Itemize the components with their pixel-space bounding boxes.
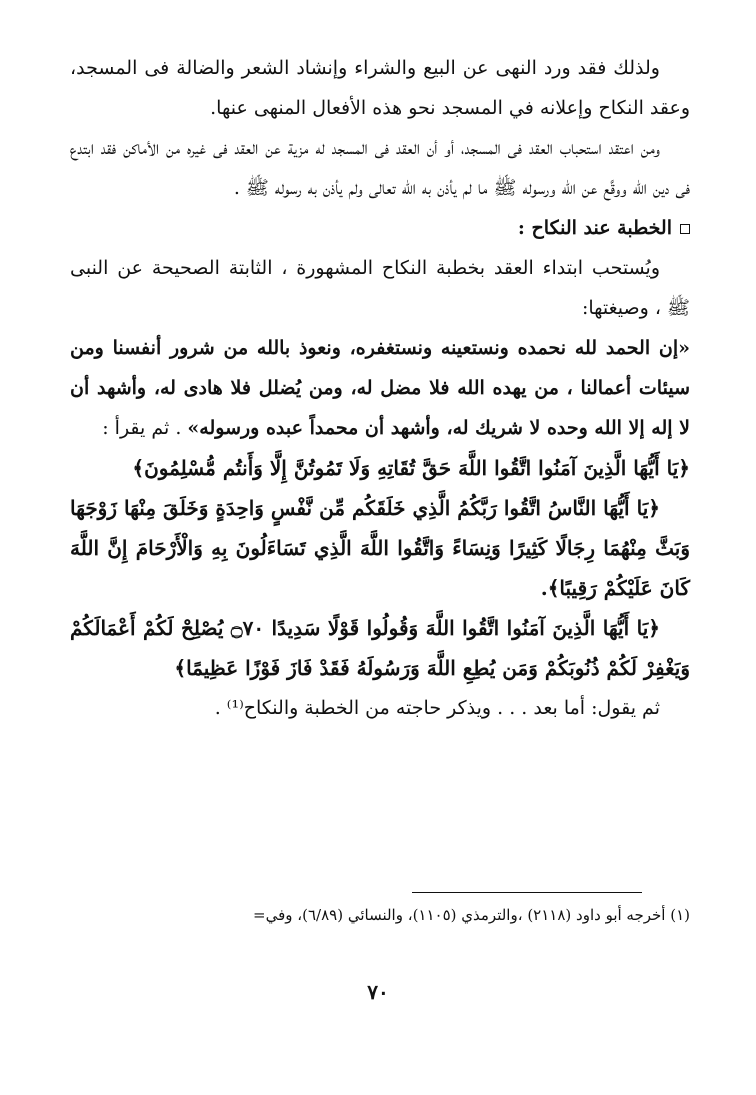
paragraph-1: ولذلك فقد ورد النهى عن البيع والشراء وإنشاد الشعر والضالة فى المسجد، وعقد النكاح وإعلانه في المسجد نحو هذه الأفعال المنهى عنها. [70, 57, 690, 119]
section-heading-text: الخطبة عند النكاح : [517, 217, 672, 239]
then-reads-text: . ثم يقرأ : [102, 417, 182, 439]
intro-paragraph: ويُستحب ابتداء العقد بخطبة النكاح المشهورة ، الثابتة الصحيحة عن النبى ﷺ ، وصيغتها: [70, 257, 690, 319]
paragraph-2: ومن اعتقد استحباب العقد فى المسجد، أو أن العقد فى المسجد له مزية عن العقد فى غيره من الأماكن فقد ابتدع فى دين الله ووقَّع عن الله ورسوله ﷺ ما لم يأذن به الله تعالى ولم يأذن به رسوله ﷺ . [70, 137, 690, 199]
closing-paragraph: ثم يقول: أما بعد . . . ويذكر حاجته من الخطبة والنكاح⁽¹⁾ . [214, 697, 660, 719]
page-number: ٧٠ [367, 980, 389, 1004]
footnote-divider [412, 892, 642, 893]
footnote: (١) أخرجه أبو داود (٢١١٨) ،والترمذي (١١٠٥)، والنسائي (٦/٨٩)، وفي= [253, 906, 690, 924]
body-text [70, 48, 690, 728]
verse-2: ﴿يَا أَيُّهَا النَّاسُ اتَّقُوا رَبَّكُمُ الَّذِي خَلَقَكُم مِّن نَّفْسٍ وَاحِدَةٍ وَخَلَقَ مِنْهَا زَوْجَهَا وَبَثَّ مِنْهُمَا رِجَالًا كَثِيرًا وَنِسَاءً وَاتَّقُوا اللَّهَ الَّذِي تَسَاءَلُونَ بِهِ وَالْأَرْحَامَ إِنَّ اللَّهَ كَانَ عَلَيْكُمْ رَقِيبًا﴾. [70, 496, 690, 600]
verse-3: ﴿يَا أَيُّهَا الَّذِينَ آمَنُوا اتَّقُوا اللَّهَ وَقُولُوا قَوْلًا سَدِيدًا ۝٧٠ يُصْلِحْ لَكُمْ أَعْمَالَكُمْ وَيَغْفِرْ لَكُمْ ذُنُوبَكُمْ وَمَن يُطِعِ اللَّهَ وَرَسُولَهُ فَقَدْ فَازَ فَوْزًا عَظِيمًا﴾ [70, 616, 690, 680]
section-heading [70, 208, 690, 248]
verse-1: ﴿يَا أَيُّهَا الَّذِينَ آمَنُوا اتَّقُوا اللَّهَ حَقَّ تُقَاتِهِ وَلَا تَمُوتُنَّ إِلَّا وَأَنتُم مُّسْلِمُونَ﴾ [132, 456, 690, 480]
khutbah-paragraph [70, 328, 690, 448]
square-bullet-icon [680, 224, 690, 234]
khutbah-text: «إن الحمد لله نحمده ونستعينه ونستغفره، ونعوذ بالله من شرور أنفسنا ومن سيئات أعمالنا ، من يهده الله فلا مضل له، ومن يُضلل فلا هادى له، وأشهد أن لا إله إلا الله وحده لا شريك له، وأشهد أن محمداً عبده ورسوله» [70, 337, 690, 439]
